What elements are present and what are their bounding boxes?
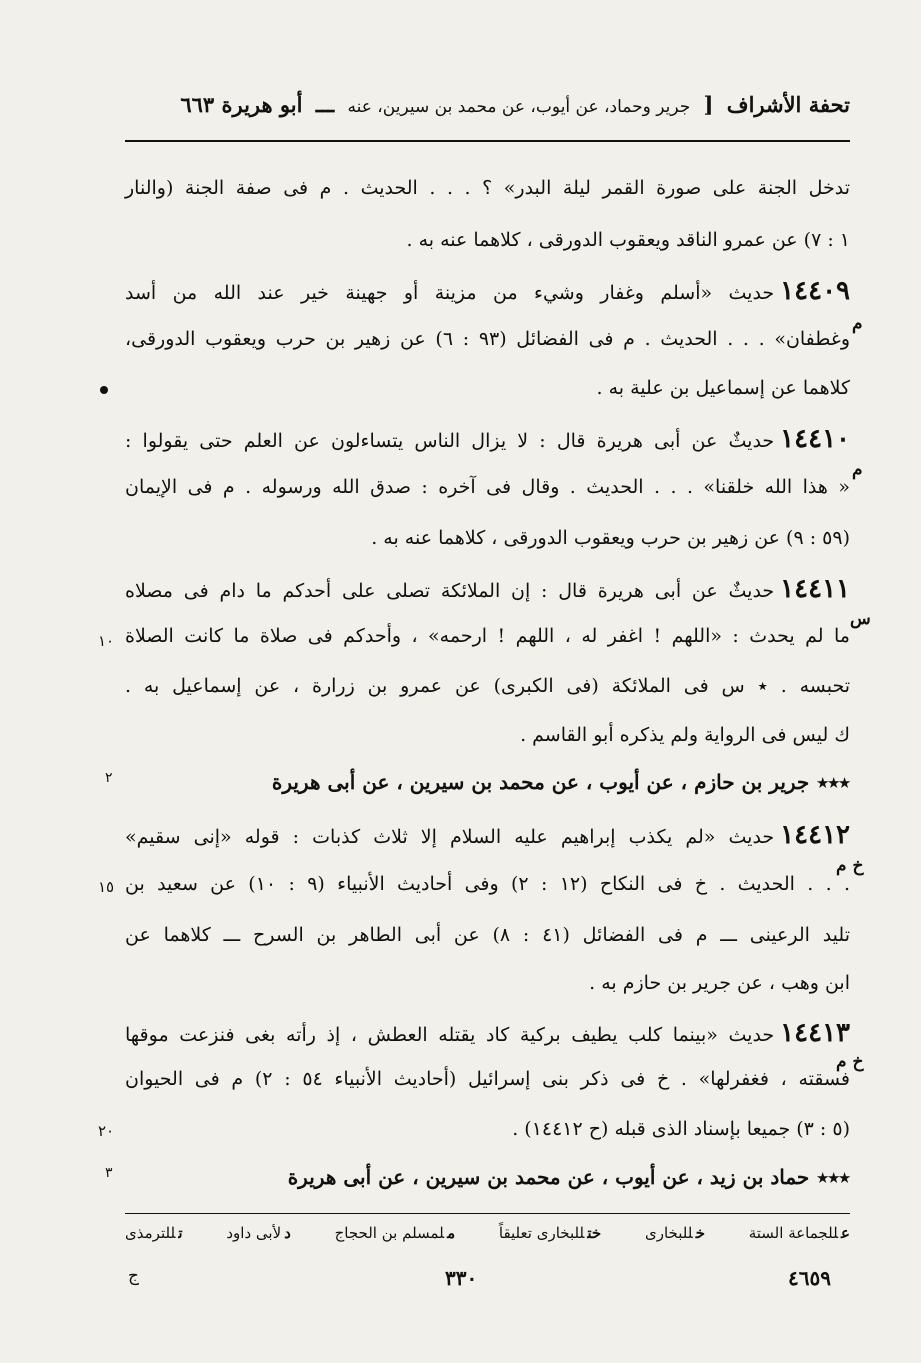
hadith-entry-14413: ١٤٤١٣حديث «بينما كلب يطيف بركية كاد يقتله العطش ، إذ رأته بغى فنزعت موقها [125,1018,850,1048]
header-bracket: [ [703,92,714,117]
hadith-entry-14411: ١٤٤١١حديثٌ عن أبى هريرة قال : إن الملائكة تصلى على أحدكم ما دام فى مصلاه [125,574,850,604]
abbreviation: ملمسلم بن الحجاج [334,1224,456,1242]
line-number: ٢٠ [98,1122,115,1140]
header-narrator: أبو هريرة ٦٦٣ [180,92,303,117]
page-number: ٣٣٠ [445,1266,478,1290]
hadith-number: ١٤٤١٣ [780,1018,850,1048]
line-number: ١٥ [98,878,115,896]
abbreviation: عللجماعة الستة [748,1224,850,1242]
abbreviation: ختللبخارى تعليقاً [498,1224,602,1242]
hadith-number: ١٤٤١٢ [780,820,850,850]
abbreviation: تللترمذى [125,1224,183,1242]
text-line: فسقته ، فغفرلها» . خ فى ذكر بنى إسرائيل (أحاديث الأنبياء ٥٤ : ٢) م فى الحيوان [125,1068,851,1090]
text-line: تحبسه . ٭ س فى الملائكة (فى الكبرى) عن عمرو بن زرارة ، عن إسماعيل به . [125,675,850,697]
isnad-heading: ٢ ٭٭٭جرير بن حازم ، عن أيوب ، عن محمد بن سيرين ، عن أبى هريرة [105,770,850,794]
margin-dot-icon [100,386,108,394]
signature-mark: ج [128,1266,139,1286]
text-line: تدخل الجنة على صورة القمر ليلة البدر» ؟ . . . الحديث . م فى صفة الجنة (والنار [125,177,850,199]
header-dash: ـــ [315,92,335,117]
abbreviation: دلأبى داود [226,1224,291,1242]
hadith-entry-14412: ١٤٤١٢حديث «لم يكذب إبراهيم عليه السلام إلا ثلاث كذبات : قوله «إنى سقيم» [125,820,850,850]
text-line: « هذا الله خلقنا» . . . الحديث . وقال فى آخره : صدق الله ورسوله . م فى الإيمان [125,476,850,498]
text-line: ١ : ٧) عن عمرو الناقد ويعقوب الدورقى ، كلاهما عنه به . [406,229,850,251]
isnad-marker: ٢ [105,770,113,786]
text-line: . . . الحديث . خ فى النكاح (١٢ : ٢) وفى أحاديث الأنبياء (٩ : ١٠) عن سعيد بن [125,873,851,895]
text-line: ك ليس فى الرواية ولم يذكره أبو القاسم . [520,724,850,746]
text-line: (٥ : ٣) جميعا بإسناد الذى قبله (ح ١٤٤١٢) . [512,1118,850,1140]
header-volume-title: تحفة الأشراف [726,92,850,117]
volume-number: ٤٦٥٩ [788,1266,831,1290]
stars-icon: ٭٭٭ [817,1165,850,1189]
stars-icon: ٭٭٭ [817,770,850,794]
text-line: (٥٩ : ٩) عن زهير بن حرب ويعقوب الدورقى ، كلاهما عنه به . [371,527,850,549]
text-line: كلاهما عن إسماعيل بن علية به . [596,377,850,399]
margin-siglum: خ م [836,1052,864,1072]
hadith-entry-14409: ١٤٤٠٩حديث «أسلم وغفار وشيء من مزينة أو جهينة خير عند الله من أسد [125,276,850,306]
header-rule [125,140,850,142]
isnad-marker: ٣ [105,1165,113,1181]
margin-siglum: خ م [836,856,864,876]
margin-siglum: س [850,609,871,629]
text-line: ابن وهب ، عن جرير بن حازم به . [589,972,850,994]
margin-siglum: م [852,314,863,334]
text-line: ما لم يحدث : «اللهم ! اغفر له ، اللهم ! ارحمه» ، وأحدكم فى صلاة ما كانت الصلاة [125,625,850,647]
header-chain: جرير وحماد، عن أيوب، عن محمد بن سيرين، عنه [347,97,691,117]
abbreviation-key [125,1224,850,1242]
hadith-number: ١٤٤٠٩ [780,276,850,306]
footer-rule [125,1213,850,1214]
text-line: تليد الرعينى ـــ م فى الفضائل (٤١ : ٨) عن أبى الطاهر بن السرح ـــ كلاهما عن [125,924,850,946]
margin-siglum: م [852,460,863,480]
hadith-number: ١٤٤١١ [780,574,850,604]
running-header [125,92,850,117]
abbreviation: خللبخارى [644,1224,705,1242]
hadith-entry-14410: ١٤٤١٠حديثٌ عن أبى هريرة قال : لا يزال الناس يتساءلون عن العلم حتى يقولوا : [125,424,850,454]
hadith-number: ١٤٤١٠ [780,424,850,454]
line-number: ١٠ [98,632,115,650]
text-line: وغطفان» . . . الحديث . م فى الفضائل (٩٣ : ٦) عن زهير بن حرب ويعقوب الدورقى، [125,328,850,350]
isnad-heading: ٣ ٭٭٭حماد بن زيد ، عن أيوب ، عن محمد بن سيرين ، عن أبى هريرة [105,1165,850,1189]
